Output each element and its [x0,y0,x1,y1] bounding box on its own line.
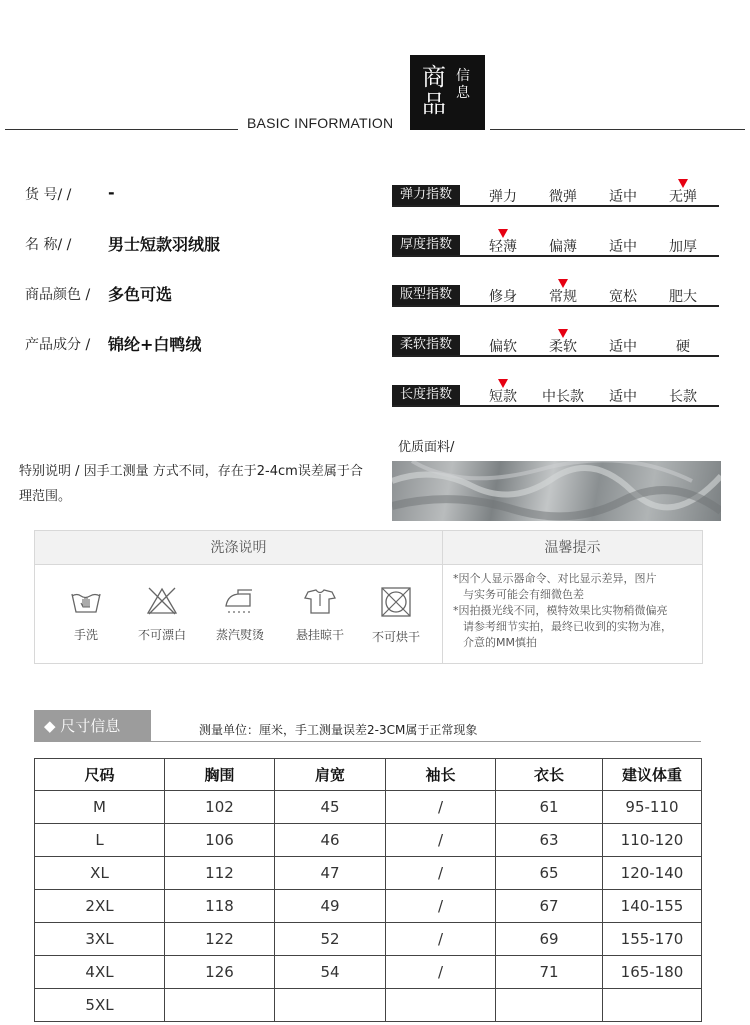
selected-indicator-icon [678,179,688,188]
size-table-cell: 106 [165,824,275,857]
tip-line: 介意的MM慎拍 [463,636,537,649]
size-col-header: 胸围 [165,759,275,791]
index-row [392,280,719,310]
size-col-header: 袖长 [386,759,496,791]
info-label-material: 产品成分 / [25,337,91,353]
size-table-row [35,989,702,1022]
index-option [598,236,648,256]
size-table-cell [165,989,275,1022]
care-label-hand-wash: 手洗 [73,628,98,642]
no-bleach-icon [145,586,179,616]
size-table-cell: 95-110 [603,791,702,824]
care-item-hand-wash [51,586,121,643]
care-item-no-bleach [127,586,197,643]
size-table-cell: 45 [275,791,386,824]
index-name: 柔软指数 [392,335,460,355]
index-option-label: 硬 [676,339,690,355]
care-label-hang-dry: 悬挂晾干 [295,628,344,642]
care-label-no-bleach: 不可漂白 [137,628,186,642]
index-option-label: 轻薄 [489,239,517,255]
size-table-cell: 126 [165,956,275,989]
index-option [538,336,588,356]
index-name: 厚度指数 [392,235,460,255]
care-label-steam-iron: 蒸汽熨烫 [215,628,264,642]
index-option-label: 加厚 [669,239,697,255]
special-note: 特别说明 / 因手工测量 方式不同，存在于2-4cm误差属于合理范围。 [19,464,363,504]
size-table-row [35,890,702,923]
index-option [598,336,648,356]
size-table-cell: 46 [275,824,386,857]
size-table [34,758,702,1022]
index-option [538,286,588,306]
selected-indicator-icon [498,229,508,238]
size-table-cell: 63 [496,824,603,857]
index-row [392,180,719,210]
index-option [538,236,588,256]
header-logo-box [410,55,485,130]
size-unit-note: 测量单位：厘米，手工测量误差2-3CM属于正常现象 [199,723,478,737]
size-col-header: 尺码 [35,759,165,791]
size-table-cell [386,989,496,1022]
size-table-cell: 52 [275,923,386,956]
index-option [658,336,708,356]
info-value-item-no: - [108,183,115,202]
index-row [392,330,719,360]
wash-title: 洗涤说明 [35,531,442,565]
header-small-char-1: 信 [456,68,470,84]
index-option-label: 肥大 [669,289,697,305]
index-row [392,380,719,410]
index-option [658,236,708,256]
size-table-cell: 69 [496,923,603,956]
hand-wash-icon [69,586,103,616]
index-option [478,336,528,356]
size-table-row [35,923,702,956]
size-table-cell [496,989,603,1022]
size-table-cell: 67 [496,890,603,923]
index-option [478,186,528,206]
size-table-cell: / [386,857,496,890]
header-big-char-1: 商 [422,63,446,91]
care-item-hang-dry [285,586,355,643]
size-table-cell: / [386,956,496,989]
index-option-label: 宽松 [609,289,637,305]
index-option [478,386,528,406]
tips-text [453,571,698,651]
index-option [658,186,708,206]
size-table-row [35,824,702,857]
index-option [538,386,588,406]
index-name: 版型指数 [392,285,460,305]
index-option [478,236,528,256]
info-value-name: 男士短款羽绒服 [108,235,221,254]
size-table-row [35,791,702,824]
size-table-cell: 61 [496,791,603,824]
tip-line: 请参考细节实拍，最终已收到的实物为准， [463,620,672,633]
header-small-char-2: 息 [456,85,470,101]
index-row [392,230,719,260]
size-table-cell: 49 [275,890,386,923]
steam-iron-icon [222,586,258,616]
size-table-cell: 165-180 [603,956,702,989]
size-table-cell: 120-140 [603,857,702,890]
info-label-item-no: 货 号/ / [25,187,72,203]
fabric-label: 优质面料/ [398,440,455,455]
fabric-image [392,461,721,521]
tips-title: 温馨提示 [443,531,702,565]
index-option-label: 适中 [609,389,637,405]
selected-indicator-icon [558,329,568,338]
index-option-label: 中长款 [542,389,584,405]
index-option-label: 偏软 [489,339,517,355]
index-option-label: 偏薄 [549,239,577,255]
info-label-name: 名 称/ / [25,237,72,253]
size-table-cell: 122 [165,923,275,956]
size-table-row [35,956,702,989]
index-option-label: 短款 [489,389,517,405]
care-divider [442,531,443,663]
index-option [598,186,648,206]
index-option-label: 长款 [669,389,697,405]
size-col-header: 衣长 [496,759,603,791]
size-table-cell: / [386,890,496,923]
header-big-char-2: 品 [422,90,446,118]
no-tumble-dry-icon [379,586,413,618]
index-option [478,286,528,306]
size-table-cell: 155-170 [603,923,702,956]
size-section-tag: ◆ 尺寸信息 [34,710,151,742]
header-divider-right [490,129,745,130]
selected-indicator-icon [558,279,568,288]
index-option-label: 修身 [489,289,517,305]
size-table-cell: / [386,791,496,824]
care-panel [34,530,703,664]
size-table-cell: 3XL [35,923,165,956]
size-table-cell: 110-120 [603,824,702,857]
tip-line: *因拍摄光线不同，模特效果比实物稍微偏亮 [453,604,668,617]
info-label-color: 商品颜色 / [25,287,91,303]
header-divider-left [5,129,238,130]
size-table-cell: L [35,824,165,857]
info-value-material: 锦纶+白鸭绒 [108,335,202,354]
index-option-label: 无弹 [669,189,697,205]
index-option [658,286,708,306]
size-table-cell: 71 [496,956,603,989]
index-option [598,386,648,406]
index-option-label: 微弹 [549,189,577,205]
index-option [598,286,648,306]
size-col-header: 建议体重 [603,759,702,791]
size-table-cell: 65 [496,857,603,890]
hang-dry-icon [302,586,338,616]
header-subtitle: BASIC INFORMATION [247,115,394,131]
care-item-steam-iron [205,586,275,643]
size-table-cell: 54 [275,956,386,989]
size-table-cell: M [35,791,165,824]
size-table-cell [275,989,386,1022]
index-name: 弹力指数 [392,185,460,205]
index-option-label: 柔软 [549,339,577,355]
size-table-row [35,857,702,890]
size-col-header: 肩宽 [275,759,386,791]
index-option-label: 常规 [549,289,577,305]
care-item-no-tumble-dry [361,586,431,645]
index-option-label: 弹力 [489,189,517,205]
tip-line: 与实务可能会有细微色差 [463,588,584,601]
index-option-label: 适中 [609,339,637,355]
size-table-header-row [35,759,702,791]
size-table-cell [603,989,702,1022]
tip-line: *因个人显示器命令、对比显示差异，图片 [453,572,657,585]
size-table-cell: XL [35,857,165,890]
size-table-cell: 5XL [35,989,165,1022]
size-section-divider [34,741,701,742]
index-option-label: 适中 [609,189,637,205]
size-table-cell: 118 [165,890,275,923]
size-table-cell: 140-155 [603,890,702,923]
selected-indicator-icon [498,379,508,388]
info-value-color: 多色可选 [108,285,173,304]
care-label-no-tumble-dry: 不可烘干 [371,630,420,644]
index-option [658,386,708,406]
size-table-cell: 47 [275,857,386,890]
size-table-cell: 2XL [35,890,165,923]
size-table-cell: 112 [165,857,275,890]
size-table-cell: / [386,923,496,956]
size-table-cell: / [386,824,496,857]
size-table-cell: 4XL [35,956,165,989]
index-option [538,186,588,206]
size-table-cell: 102 [165,791,275,824]
index-name: 长度指数 [392,385,460,405]
index-option-label: 适中 [609,239,637,255]
